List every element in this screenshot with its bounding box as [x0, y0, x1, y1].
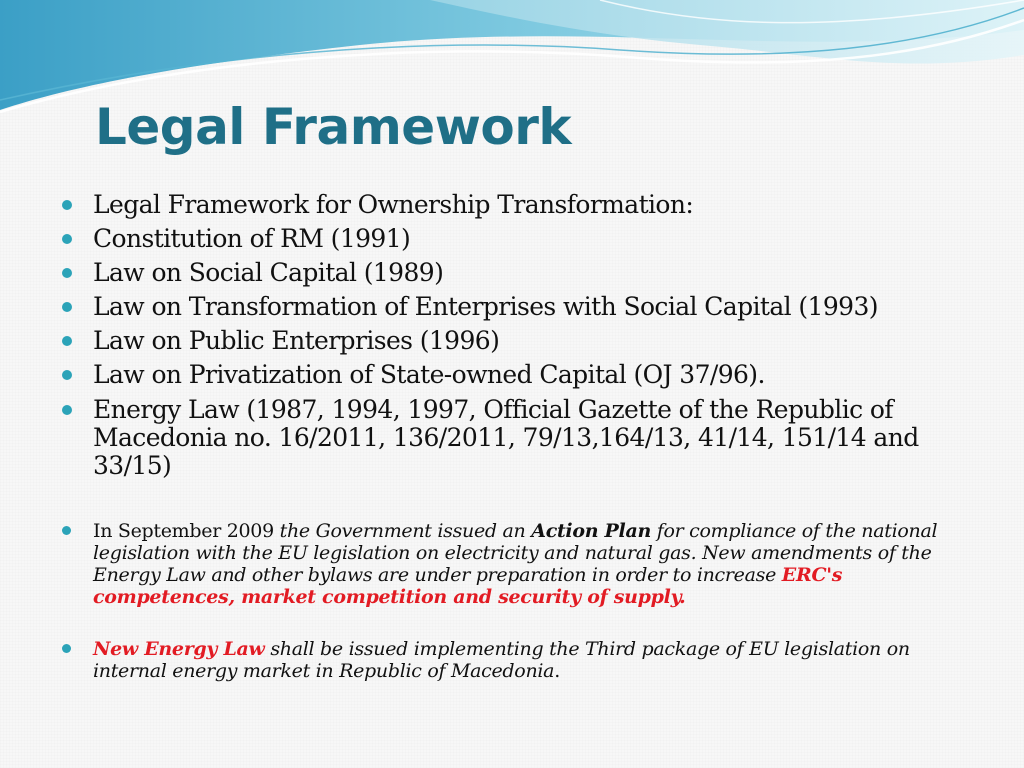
action-plan-lead: In September — [93, 520, 227, 542]
action-plan-paragraph — [60, 520, 980, 608]
bullet-dot-icon — [62, 405, 72, 415]
list-item — [60, 256, 980, 290]
list-item — [60, 188, 980, 222]
list-item-text: Legal Framework for Ownership Transformation: — [93, 190, 694, 219]
list-item-text: Energy Law (1987, 1994, 1997, Official Gazette of the Republic of Macedonia no. 16/2011, 136/2011, 79/13,164/13, 41/14, 151/14 and 33/15) — [93, 395, 919, 480]
bullet-dot-icon — [62, 336, 72, 346]
bullet-dot-icon — [62, 526, 71, 535]
action-plan-highlight: ERC's competences, market competition and security of supply — [93, 564, 843, 608]
new-law-text: shall be issued implementing the Third package of EU legislation on internal energy market in Republic of Macedonia — [93, 638, 910, 682]
list-item-text: Law on Transformation of Enterprises with Social Capital (1993) — [93, 292, 878, 321]
bullet-dot-icon — [62, 200, 72, 210]
list-item — [60, 392, 980, 480]
bullet-dot-icon — [62, 268, 72, 278]
list-item — [60, 358, 980, 392]
bullet-dot-icon — [62, 234, 72, 244]
action-plan-end: . — [679, 586, 686, 608]
list-item-text: Law on Public Enterprises (1996) — [93, 326, 500, 355]
list-item-text: Law on Social Capital (1989) — [93, 258, 444, 287]
bullet-dot-icon — [62, 302, 72, 312]
bullet-dot-icon — [62, 644, 71, 653]
action-plan-text1: the Government issued an — [273, 520, 532, 542]
list-item-text: Constitution of RM (1991) — [93, 224, 411, 253]
bullet-dot-icon — [62, 370, 72, 380]
slide-title: Legal Framework — [95, 98, 572, 156]
list-item — [60, 290, 980, 324]
action-plan-text2: for compliance of the national legislation with the EU legislation on electricity and natural gas. New amendments of the Energy Law and other bylaws are under preparation in order to increase — [93, 520, 938, 586]
action-plan-year: 2009 — [226, 520, 274, 542]
new-law-highlight: New Energy Law — [93, 638, 265, 660]
list-item — [60, 222, 980, 256]
list-item — [60, 324, 980, 358]
bullet-list — [60, 188, 980, 682]
action-plan-emphasis: Action Plan — [531, 520, 651, 542]
list-item-text: Law on Privatization of State-owned Capital (OJ 37/96). — [93, 360, 765, 389]
new-law-paragraph — [60, 638, 980, 682]
new-law-end: . — [554, 660, 560, 682]
